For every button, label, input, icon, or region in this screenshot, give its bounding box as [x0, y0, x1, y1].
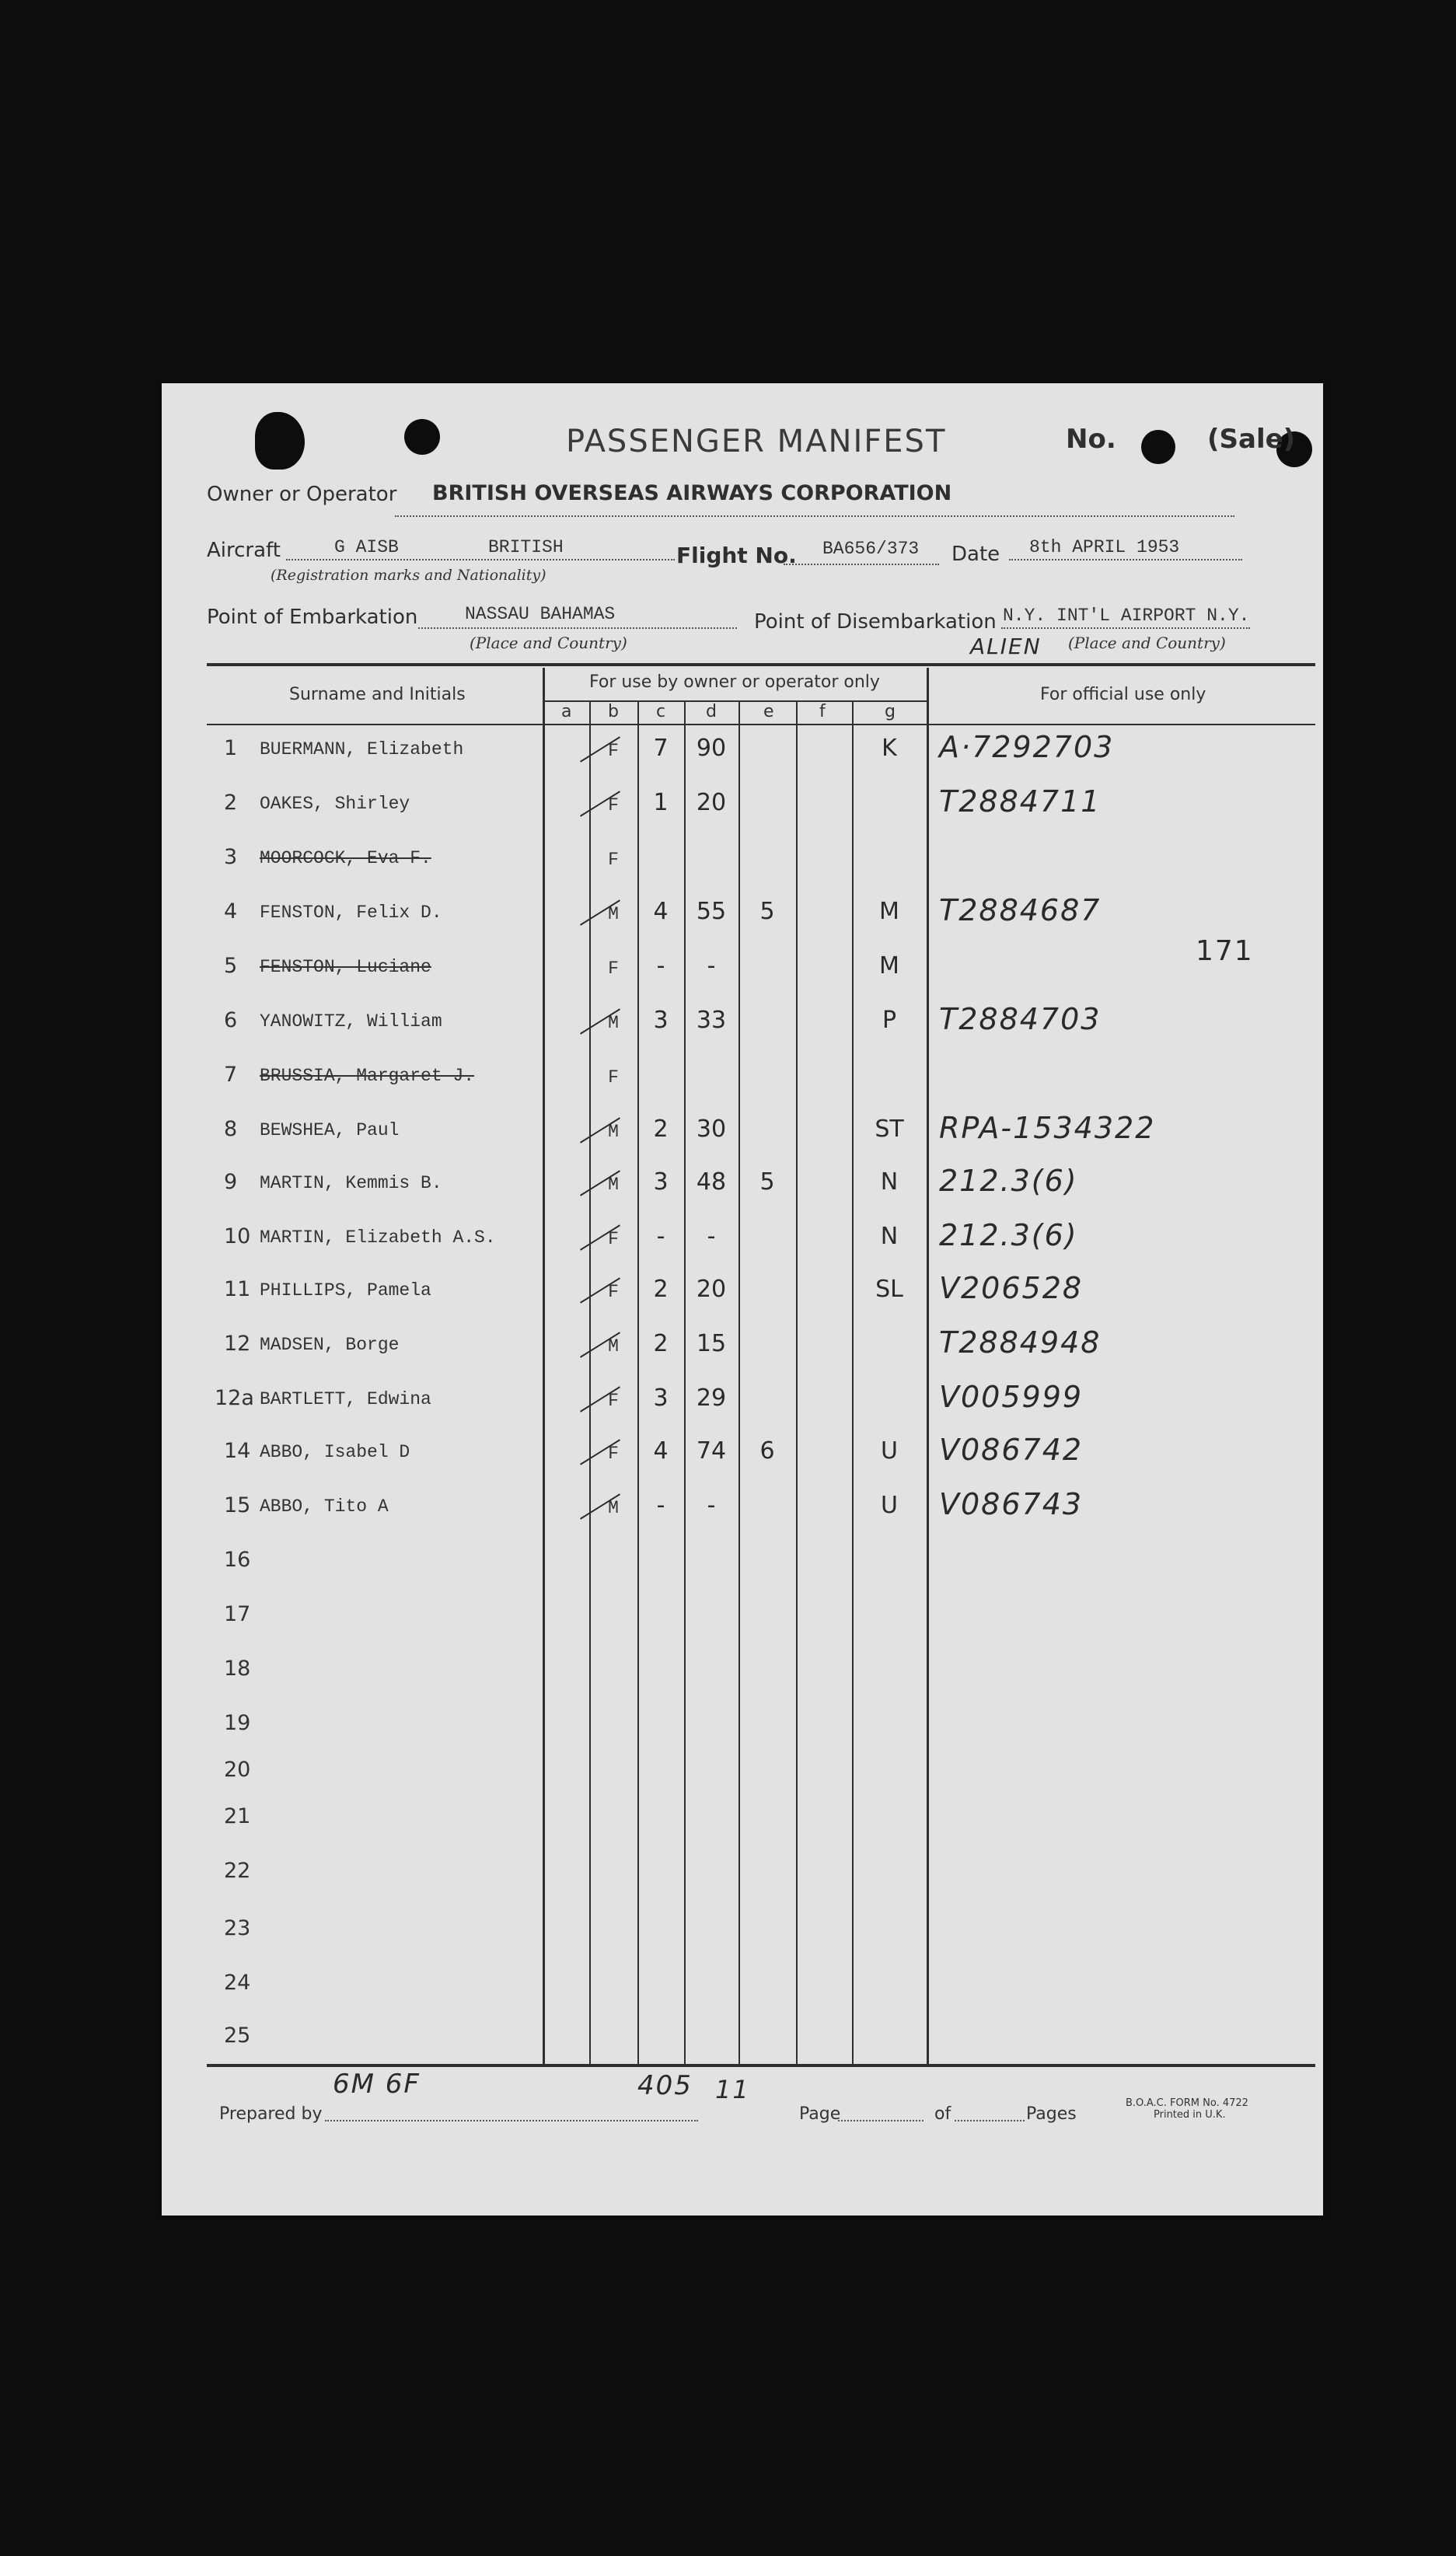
passenger-name: BARTLETT, Edwina [260, 1389, 431, 1409]
passenger-name: MARTIN, Elizabeth A.S. [260, 1227, 496, 1248]
passenger-name: BUERMANN, Elizabeth [260, 739, 464, 759]
row-number: 8 [224, 1117, 238, 1141]
cell-a: F [608, 958, 619, 979]
owner-label: Owner or Operator [207, 483, 397, 506]
official-number: 212.3(6) [939, 1164, 1078, 1198]
row-number: 7 [224, 1063, 238, 1087]
passenger-name: BEWSHEA, Paul [260, 1120, 400, 1140]
col-line-name [543, 668, 545, 2064]
cell-a: F [608, 741, 619, 761]
cell-c: 90 [696, 735, 727, 762]
row-number: 1 [224, 736, 238, 760]
disembark-note: (Place and Country) [1068, 634, 1226, 652]
punch-hole-center [404, 419, 440, 455]
cell-a: F [608, 850, 619, 870]
page-count-note: 171 [1196, 935, 1254, 967]
row-number: 20 [224, 1758, 251, 1782]
header-official: For official use only [1040, 685, 1206, 704]
official-number: A·7292703 [939, 730, 1115, 764]
cell-g: N [880, 1223, 899, 1250]
header-col-d: d [706, 702, 717, 721]
cell-d: 5 [759, 898, 775, 925]
cell-g: SL [875, 1276, 903, 1303]
cell-a: F [608, 795, 619, 815]
header-col-a: a [561, 702, 572, 721]
cell-c: 15 [696, 1330, 727, 1357]
col-line-e [796, 702, 798, 2064]
cell-a: F [608, 1067, 619, 1088]
row-number: 12a [215, 1386, 254, 1410]
table-header-rule [207, 724, 1315, 725]
punch-hole-left [255, 412, 305, 470]
row-number: 9 [224, 1170, 238, 1194]
cell-d: 5 [759, 1168, 775, 1196]
cell-a: F [608, 1444, 619, 1464]
cell-g: N [880, 1168, 899, 1196]
header-col-f: f [819, 702, 826, 721]
cell-b: 2 [653, 1276, 669, 1303]
cell-b: 3 [653, 1168, 669, 1196]
cell-b: 2 [653, 1116, 669, 1143]
passenger-name: OAKES, Shirley [260, 794, 410, 814]
cell-a: M [608, 1013, 619, 1033]
cell-d: 6 [759, 1437, 775, 1465]
owner-line [395, 515, 1234, 517]
disembark-line [1001, 627, 1250, 629]
table-bottom-rule [207, 2064, 1315, 2067]
passenger-name: ABBO, Tito A [260, 1496, 389, 1517]
embark-label: Point of Embarkation [207, 606, 418, 629]
aircraft-label: Aircraft [207, 539, 281, 562]
punch-hole-number [1141, 430, 1175, 464]
row-number: 3 [224, 845, 238, 869]
alien-note: ALIEN [970, 634, 1042, 659]
cell-c: 30 [696, 1116, 727, 1143]
cell-a: F [608, 1391, 619, 1411]
official-number: V005999 [939, 1380, 1084, 1414]
cell-c: 48 [696, 1168, 727, 1196]
cell-c: - [707, 952, 716, 979]
owner-value: BRITISH OVERSEAS AIRWAYS CORPORATION [432, 481, 952, 505]
row-number: 12 [224, 1332, 251, 1356]
row-number: 21 [224, 1804, 251, 1828]
passenger-name: PHILLIPS, Pamela [260, 1280, 431, 1301]
row-number: 19 [224, 1711, 251, 1735]
of-label: of [934, 2104, 951, 2124]
flight-value: BA656/373 [822, 539, 920, 559]
header-col-c: c [656, 702, 666, 721]
cell-a: F [608, 1282, 619, 1302]
row-number: 15 [224, 1493, 251, 1517]
date-label: Date [951, 543, 1000, 566]
row-number: 6 [224, 1008, 238, 1032]
totals-c: 405 [637, 2070, 693, 2101]
passenger-name: MOORCOCK, Eva F. [260, 848, 431, 868]
cell-g: M [879, 952, 899, 979]
cell-g: M [879, 898, 899, 925]
row-number: 25 [224, 2024, 251, 2048]
cell-a: M [608, 1498, 619, 1518]
official-number: RPA-1534322 [939, 1111, 1156, 1145]
cell-c: 20 [696, 1276, 727, 1303]
manifest-sheet [162, 383, 1323, 2216]
cell-b: - [656, 1223, 665, 1250]
row-number: 22 [224, 1859, 251, 1883]
header-col-b: b [608, 702, 619, 721]
row-number: 16 [224, 1548, 251, 1572]
flight-label: Flight No. [676, 543, 797, 568]
cell-b: - [656, 1492, 665, 1519]
flight-line [784, 564, 939, 565]
cell-c: 33 [696, 1007, 727, 1034]
aircraft-registration: G AISB [334, 537, 399, 557]
form-title: PASSENGER MANIFEST [566, 424, 947, 459]
row-number: 23 [224, 1916, 251, 1940]
col-line-g [927, 668, 929, 2064]
cell-g: P [882, 1007, 897, 1034]
cell-c: - [707, 1492, 716, 1519]
disembark-label: Point of Disembarkation [754, 610, 997, 634]
date-line [1009, 559, 1242, 560]
cell-g: U [881, 1437, 898, 1465]
cell-c: - [707, 1223, 716, 1250]
cell-g: U [881, 1492, 898, 1519]
cell-a: M [608, 904, 619, 924]
row-number: 10 [224, 1224, 251, 1248]
row-number: 18 [224, 1657, 251, 1681]
passenger-name: BRUSSIA, Margaret J. [260, 1066, 475, 1086]
passenger-name: ABBO, Isabel D [260, 1442, 410, 1462]
owner-group-rule [543, 700, 928, 702]
official-number: V086742 [939, 1433, 1084, 1467]
prepared-by-label: Prepared by [219, 2104, 323, 2124]
aircraft-note: (Registration marks and Nationality) [271, 567, 546, 584]
cell-b: - [656, 952, 665, 979]
cell-c: 29 [696, 1384, 727, 1412]
cell-a: F [608, 1229, 619, 1249]
prepared-by-line [325, 2120, 698, 2121]
cell-c: 20 [696, 789, 727, 816]
page-line [838, 2120, 924, 2121]
passenger-name: FENSTON, Felix D. [260, 903, 442, 923]
of-line [955, 2120, 1025, 2121]
cell-a: M [608, 1122, 619, 1142]
passenger-name: MARTIN, Kemmis B. [260, 1173, 442, 1193]
row-number: 5 [224, 954, 238, 978]
cell-b: 2 [653, 1330, 669, 1357]
page-label: Page [799, 2104, 841, 2124]
totals-handwritten: 6M 6F [333, 2069, 421, 2100]
form-code: B.O.A.C. FORM No. 4722 [1126, 2097, 1248, 2109]
form-number-label: No. [1066, 424, 1116, 455]
header-col-g: g [885, 702, 896, 721]
official-number: T2884703 [939, 1002, 1102, 1036]
cell-g: ST [875, 1116, 904, 1143]
row-number: 4 [224, 899, 238, 924]
official-number: V206528 [939, 1271, 1084, 1305]
passenger-name: FENSTON, Luciane [260, 957, 431, 977]
aircraft-nationality: BRITISH [488, 537, 564, 557]
passenger-name: MADSEN, Borge [260, 1335, 400, 1355]
official-number: 212.3(6) [939, 1218, 1078, 1252]
cell-b: 4 [653, 898, 669, 925]
cell-c: 74 [696, 1437, 727, 1465]
form-number-suffix: (Sale) [1207, 424, 1296, 455]
official-number: T2884711 [939, 784, 1102, 819]
embark-line [418, 627, 737, 629]
totals-d: 11 [715, 2075, 750, 2104]
row-number: 14 [224, 1439, 251, 1463]
row-number: 11 [224, 1277, 251, 1301]
row-number: 24 [224, 1971, 251, 1995]
official-number: V086743 [939, 1487, 1084, 1521]
passenger-name: YANOWITZ, William [260, 1011, 442, 1032]
official-number: T2884948 [939, 1325, 1102, 1360]
cell-b: 7 [653, 735, 669, 762]
header-surname: Surname and Initials [289, 685, 466, 704]
embark-note: (Place and Country) [470, 634, 627, 652]
embark-value: NASSAU BAHAMAS [465, 604, 616, 624]
cell-g: K [882, 735, 897, 762]
row-number: 2 [224, 791, 238, 815]
cell-b: 3 [653, 1384, 669, 1412]
pages-label: Pages [1026, 2104, 1077, 2124]
cell-a: M [608, 1175, 619, 1195]
aircraft-line [286, 559, 675, 560]
cell-b: 1 [653, 789, 669, 816]
cell-b: 3 [653, 1007, 669, 1034]
cell-c: 55 [696, 898, 727, 925]
table-top-rule [207, 663, 1315, 666]
date-value: 8th APRIL 1953 [1029, 537, 1180, 557]
header-col-e: e [763, 702, 774, 721]
printed-note: Printed in U.K. [1154, 2109, 1226, 2121]
official-number: T2884687 [939, 893, 1102, 927]
row-number: 17 [224, 1602, 251, 1626]
cell-b: 4 [653, 1437, 669, 1465]
header-owner-group: For use by owner or operator only [589, 672, 880, 692]
disembark-value: N.Y. INT'L AIRPORT N.Y. [1003, 606, 1250, 626]
cell-a: M [608, 1336, 619, 1357]
